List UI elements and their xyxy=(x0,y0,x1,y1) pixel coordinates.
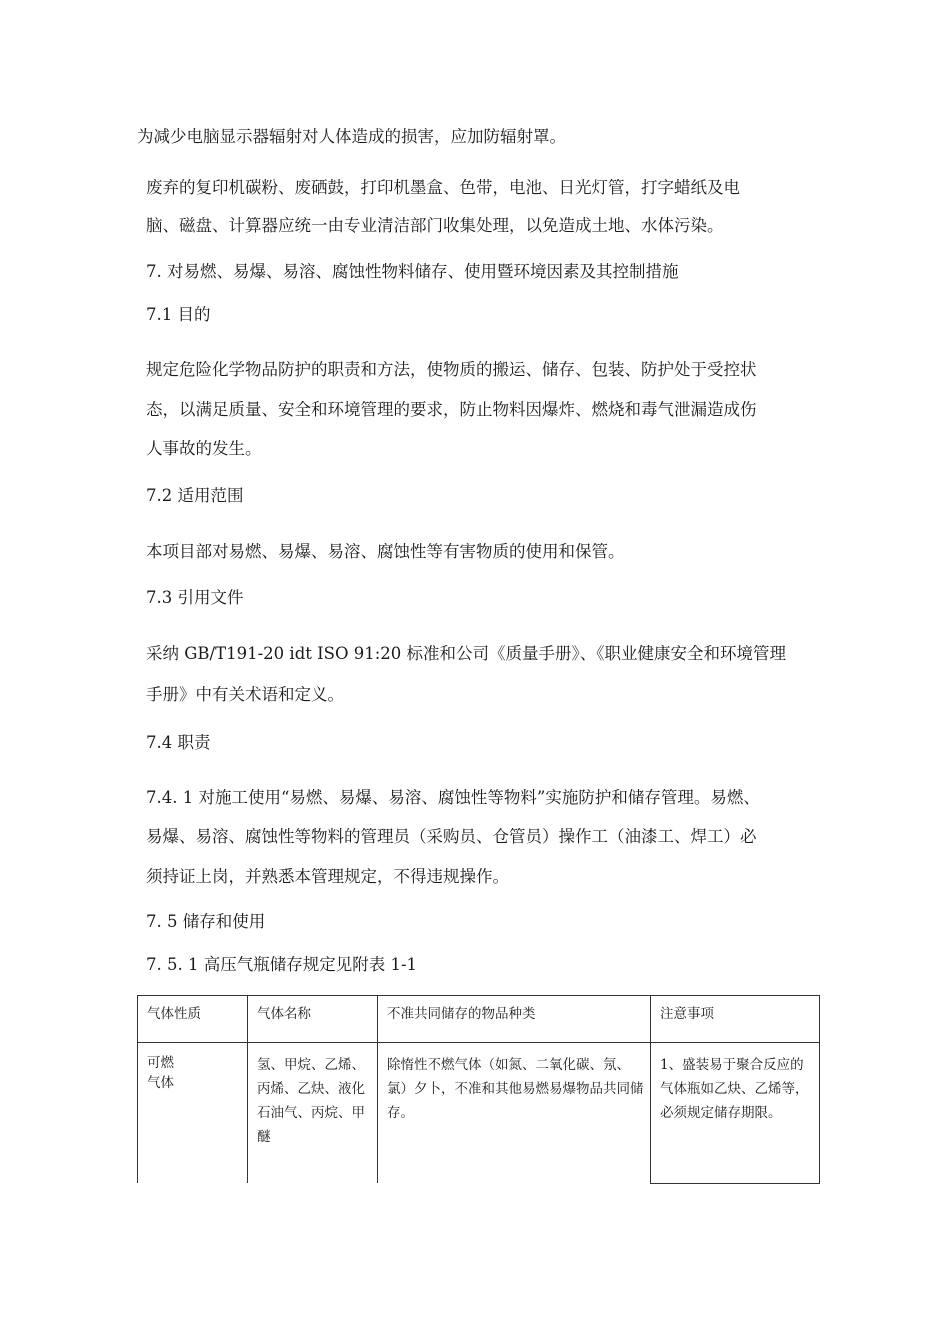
cell-notes-text: 1、盛装易于聚合反应的气体瓶如乙炔、乙烯等，必须规定储存期限。 xyxy=(660,1057,809,1121)
cell-forbidden-items xyxy=(378,1043,651,1184)
paragraph-duties-line2: 易爆、易溶、腐蚀性等物料的管理员（采购员、仓管员）操作工（油漆工、焊工）必 xyxy=(146,827,757,846)
paragraph-waste-line2: 脑、磁盘、计算器应统一由专业清洁部门收集处理，以免造成土地、水体污染。 xyxy=(146,216,724,235)
gas-cylinder-storage-table xyxy=(137,995,820,1184)
cell-notes xyxy=(651,1043,820,1184)
paragraph-purpose-line2: 态，以满足质量、安全和环境管理的要求，防止物料因爆炸、燃烧和毒气泄漏造成伤 xyxy=(146,400,757,419)
table-row xyxy=(138,1043,820,1184)
paragraph-purpose-line1: 规定危险化学物品防护的职责和方法，使物质的搬运、储存、包装、防护处于受控状 xyxy=(146,360,757,379)
section-title-7: 7. 对易燃、易爆、易溶、腐蚀性物料储存、使用暨环境因素及其控制措施 xyxy=(146,262,679,281)
subsection-7-5: 7. 5 储存和使用 xyxy=(146,912,266,931)
table-header-row xyxy=(138,996,820,1043)
subsection-7-5-1: 7. 5. 1 高压气瓶储存规定见附表 1-1 xyxy=(146,955,418,974)
header-forbidden-items: 不准共同储存的物品种类 xyxy=(378,996,651,1043)
paragraph-references-line1: 采纳 GB/T191-20 idt ISO 91:20 标准和公司《质量手册》、《职业健康安全和环境管理 xyxy=(146,644,787,663)
subsection-7-2: 7.2 适用范围 xyxy=(146,486,244,505)
paragraph-references-line2: 手册》中有关术语和定义。 xyxy=(146,685,344,704)
cell-gas-names xyxy=(248,1043,378,1184)
header-gas-name: 气体名称 xyxy=(248,996,378,1043)
subsection-7-4: 7.4 职责 xyxy=(146,733,211,752)
cell-forbidden-items-text: 除惰性不燃气体（如氮、二氧化碳、氖、氯）夕卜，不准和其他易燃易爆物品共同储存。 xyxy=(387,1057,644,1121)
header-gas-nature: 气体性质 xyxy=(138,996,248,1043)
paragraph-purpose-line3: 人事故的发生。 xyxy=(146,439,262,458)
paragraph-duties-line3: 须持证上岗，并熟悉本管理规定，不得违规操作。 xyxy=(146,867,509,886)
cell-gas-nature-line2: 气体 xyxy=(147,1075,174,1091)
cell-gas-nature xyxy=(138,1043,248,1184)
subsection-7-3: 7.3 引用文件 xyxy=(146,588,244,607)
paragraph-waste-line1: 废弃的复印机碳粉、废硒鼓，打印机墨盒、色带，电池、日光灯管，打字蜡纸及电 xyxy=(146,178,740,197)
cell-gas-names-text: 氢、甲烷、乙烯、丙烯、乙炔、液化石油气、丙烷、甲醚 xyxy=(257,1057,365,1145)
paragraph-radiation: 为减少电脑显示器辐射对人体造成的损害，应加防辐射罩。 xyxy=(137,127,566,146)
subsection-7-1: 7.1 目的 xyxy=(146,305,211,324)
paragraph-duties-line1: 7.4. 1 对施工使用“易燃、易爆、易溶、腐蚀性等物料”实施防护和储存管理。易燃、 xyxy=(146,788,760,807)
paragraph-scope: 本项目部对易燃、易爆、易溶、腐蚀性等有害物质的使用和保管。 xyxy=(146,542,625,561)
cell-gas-nature-line1: 可燃 xyxy=(147,1055,174,1071)
header-notes: 注意事项 xyxy=(651,996,820,1043)
